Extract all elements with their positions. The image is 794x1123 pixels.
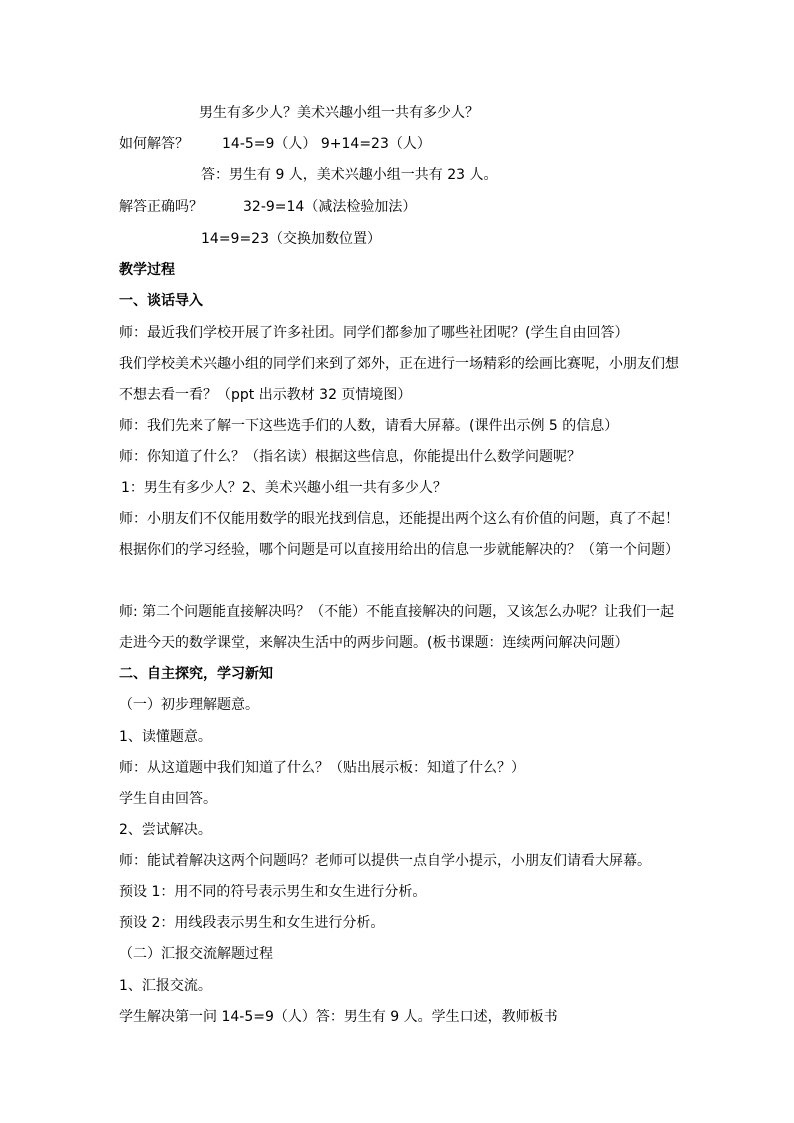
paragraph-line: 2、尝试解决。 — [119, 822, 212, 838]
paragraph-line: 师：我们先来了解一下这些选手们的人数，请看大屏幕。(课件出示例 5 的信息） — [119, 418, 619, 434]
paragraph-line: 走进今天的数学课堂，来解决生活中的两步问题。(板书课题：连续两问解决问题） — [119, 635, 629, 651]
paragraph-line: 我们学校美术兴趣小组的同学们来到了郊外，正在进行一场精彩的绘画比赛呢，小朋友们想 — [119, 356, 679, 372]
paragraph-line: 学生解决第一问 14-5=9（人）答：男生有 9 人。学生口述，教师板书 — [119, 1009, 558, 1025]
check-equation-2: 14=9=23（交换加数位置） — [201, 231, 381, 247]
check-equation-1: 32-9=14（减法检验加法） — [243, 199, 417, 215]
paragraph-line: 根据你们的学习经验，哪个问题是可以直接用给出的信息一步就能解决的？（第一个问题） — [119, 542, 679, 558]
paragraph-line: 1、汇报交流。 — [119, 978, 212, 994]
equations-line: 14-5=9（人） 9+14=23（人） — [222, 136, 431, 152]
paragraph-line: 学生自由回答。 — [119, 791, 217, 807]
paragraph-line: 师：小朋友们不仅能用数学的眼光找到信息，还能提出两个这么有价值的问题，真了不起！ — [119, 511, 679, 527]
paragraph-line: 1：男生有多少人？2、美术兴趣小组一共有多少人？ — [121, 480, 447, 496]
paragraph-line: 预设 2：用线段表示男生和女生进行分析。 — [119, 915, 385, 931]
section-heading-explore: 二、自主探究，学习新知 — [119, 666, 273, 682]
paragraph-line: 1、读懂题意。 — [119, 729, 212, 745]
question-line: 男生有多少人？美术兴趣小组一共有多少人？ — [199, 105, 479, 121]
paragraph-line: 师：最近我们学校开展了许多社团。同学们都参加了哪些社团呢？(学生自由回答） — [119, 325, 629, 341]
paragraph-line: 师：你知道了什么？（指名读）根据这些信息，你能提出什么数学问题呢？ — [119, 449, 581, 465]
subsection-heading: （二）汇报交流解题过程 — [119, 946, 273, 962]
section-heading-intro: 一、谈话导入 — [119, 293, 203, 309]
paragraph-line: 不想去看一看？（ppt 出示教材 32 页情境图） — [119, 387, 412, 403]
how-to-answer-label: 如何解答？ — [119, 136, 189, 152]
subsection-heading: （一）初步理解题意。 — [119, 697, 259, 713]
answer-line: 答：男生有 9 人，美术兴趣小组一共有 23 人。 — [201, 167, 498, 183]
paragraph-line: 预设 1：用不同的符号表示男生和女生进行分析。 — [119, 884, 427, 900]
check-question-label: 解答正确吗？ — [119, 199, 203, 215]
paragraph-line: 师：能试着解决这两个问题吗？老师可以提供一点自学小提示，小朋友们请看大屏幕。 — [119, 853, 651, 869]
paragraph-line: 师: 第二个问题能直接解决吗？（不能）不能直接解决的问题，又该怎么办呢？让我们一起 — [119, 604, 675, 620]
paragraph-line: 师：从这道题中我们知道了什么？（贴出展示板：知道了什么？） — [119, 760, 525, 776]
section-heading-teaching-process: 教学过程 — [119, 262, 175, 278]
